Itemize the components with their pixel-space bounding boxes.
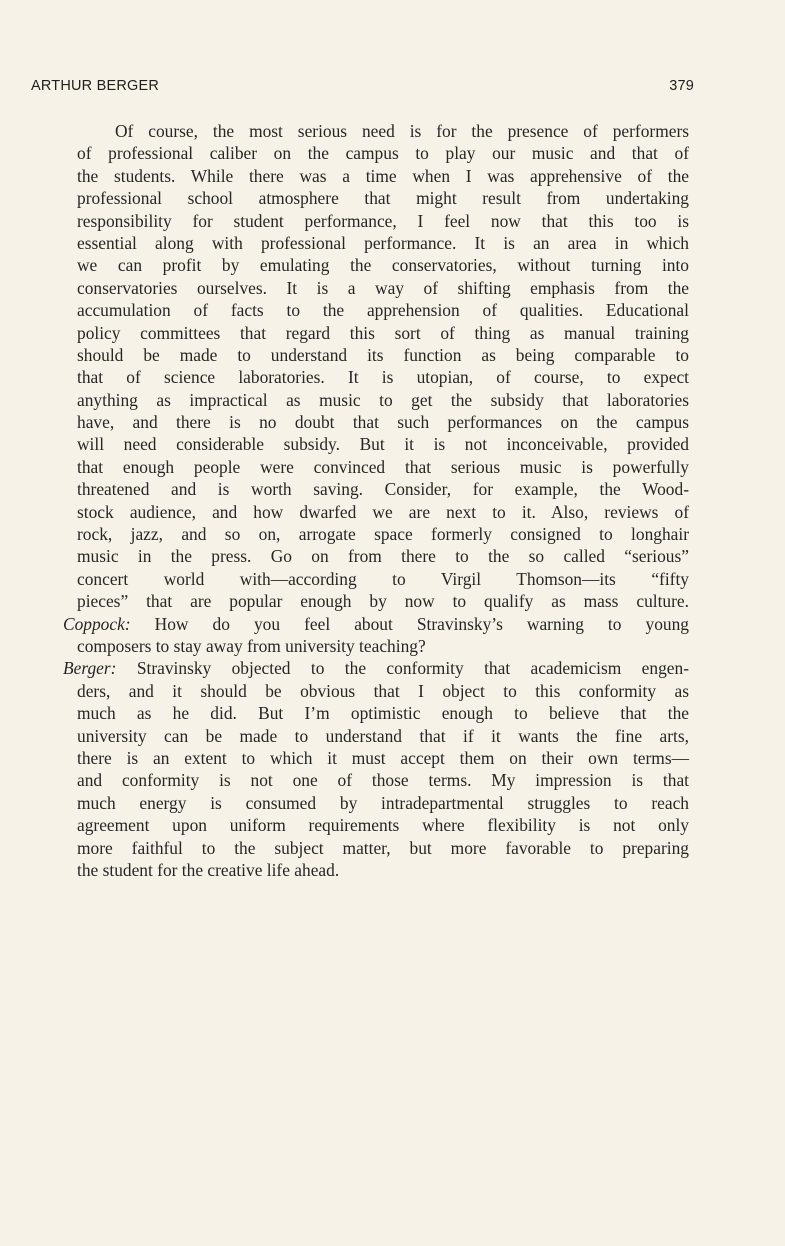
text-line: stock audience, and how dwarfed we are next to it. Also, reviews of [77, 501, 689, 522]
text-line: music in the press. Go on from there to the so called “serious” [77, 546, 689, 567]
text-line: much energy is consumed by intradepartmental struggles to reach [77, 792, 689, 813]
text-line: that of science laboratories. It is utopian, of course, to expect [77, 367, 689, 388]
text-line: will need considerable subsidy. But it is not inconceivable, provided [77, 434, 689, 455]
text-line: university can be made to understand that if it wants the fine arts, [77, 725, 689, 746]
text-line: conservatories ourselves. It is a way of shifting emphasis from the [77, 277, 689, 298]
text-line: anything as impractical as music to get the subsidy that laboratories [77, 389, 689, 410]
text-line: professional school atmosphere that might result from undertaking [77, 188, 689, 209]
paragraph-berger-answer-continued [77, 120, 689, 613]
text-line: policy committees that regard this sort of thing as manual training [77, 322, 689, 343]
text-line: threatened and is worth saving. Consider, for example, the Wood- [77, 479, 689, 500]
paragraph-berger-answer [63, 657, 689, 881]
paragraph-coppock-question [63, 613, 689, 658]
text-line: responsibility for student performance, I feel now that this too is [77, 210, 689, 231]
text-line: should be made to understand its function as being comparable to [77, 344, 689, 365]
text-line: there is an extent to which it must accept them on their own terms— [77, 747, 689, 768]
text-line: pieces” that are popular enough by now to qualify as mass culture. [77, 591, 689, 612]
text-line: accumulation of facts to the apprehension of qualities. Educational [77, 300, 689, 321]
speaker-name: Coppock: [63, 613, 131, 634]
speaker-name: Berger: [63, 658, 117, 679]
text-line: Of course, the most serious need is for the presence of performers [115, 121, 689, 141]
text-line: that enough people were convinced that serious music is powerfully [77, 456, 689, 477]
text-line: essential along with professional performance. It is an area in which [77, 232, 689, 253]
text-line: composers to stay away from university teaching? [77, 635, 426, 656]
text-line: agreement upon uniform requirements where flexibility is not only [77, 815, 689, 836]
text-line: we can profit by emulating the conservatories, without turning into [77, 255, 689, 276]
speech-text: Stravinsky objected to the conformity that academicism engen- [136, 658, 689, 679]
text-line [63, 613, 689, 635]
text-line: and conformity is not one of those terms. My impression is that [77, 770, 689, 791]
text-line [63, 657, 689, 679]
text-line: the student for the creative life ahead. [77, 859, 340, 880]
text-line: concert world with—according to Virgil Thomson—its “fifty [77, 568, 689, 589]
text-line: rock, jazz, and so on, arrogate space formerly consigned to longhair [77, 524, 689, 545]
page-number: 379 [669, 78, 694, 94]
text-line: of professional caliber on the campus to play our music and that of [77, 143, 689, 164]
text-line: more faithful to the subject matter, but more favorable to preparing [77, 837, 689, 858]
body-text [63, 120, 689, 881]
text-line: ders, and it should be obvious that I object to this conformity as [77, 680, 689, 701]
speech-text: How do you feel about Stravinsky’s warning to young [154, 613, 689, 634]
text-line: have, and there is no doubt that such performances on the campus [77, 412, 689, 433]
text-line: much as he did. But I’m optimistic enough to believe that the [77, 703, 689, 724]
running-head [31, 78, 694, 98]
text-line: the students. While there was a time when I was apprehensive of the [77, 165, 689, 186]
running-head-author: ARTHUR BERGER [31, 78, 160, 94]
